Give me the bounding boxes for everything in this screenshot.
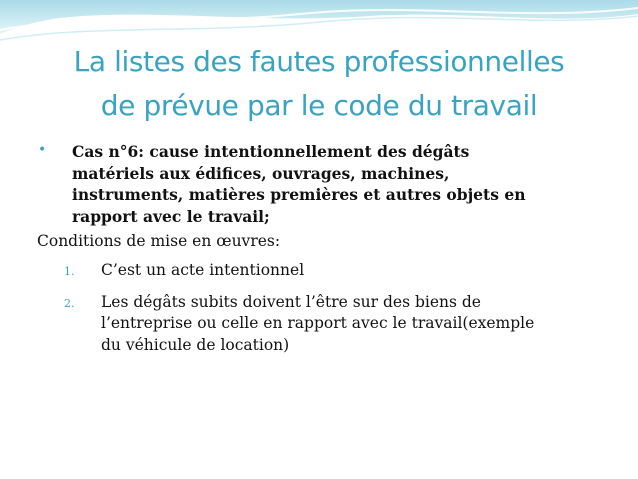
bullet-line: instruments, matières premières et autres objets en [72, 185, 526, 204]
slide-title [20, 40, 618, 128]
bullet-line: rapport avec le travail; [72, 206, 270, 226]
numbered-line: du véhicule de location) [101, 335, 290, 354]
numbered-line: l’entreprise ou celle en rapport avec le travail(exemple [101, 314, 535, 332]
bullet-line: matériels aux édifices, ouvrages, machines, [72, 163, 450, 183]
bullet-marker: • [38, 142, 47, 158]
numbered-line: Les dégâts subits doivent l’être sur des biens de [101, 292, 481, 311]
bullet-text [72, 141, 607, 227]
numbered-text [101, 260, 607, 282]
numbered-item-1 [37, 260, 607, 282]
bullet-item-case-6 [37, 141, 607, 227]
numbered-item-2 [37, 292, 607, 357]
conditions-label: Conditions de mise en œuvres: [37, 232, 281, 250]
list-number: 2. [64, 296, 75, 310]
list-number: 1. [64, 265, 75, 278]
numbered-text [101, 292, 607, 357]
numbered-line: C’est un acte intentionnel [101, 261, 305, 279]
bullet-line: Cas n°6: cause intentionnellement des dégâts [72, 142, 470, 161]
title-line-2: de prévue par le code du travail [100, 89, 538, 122]
title-line-1: La listes des fautes professionnelles [73, 45, 565, 78]
slide-body [37, 141, 607, 356]
